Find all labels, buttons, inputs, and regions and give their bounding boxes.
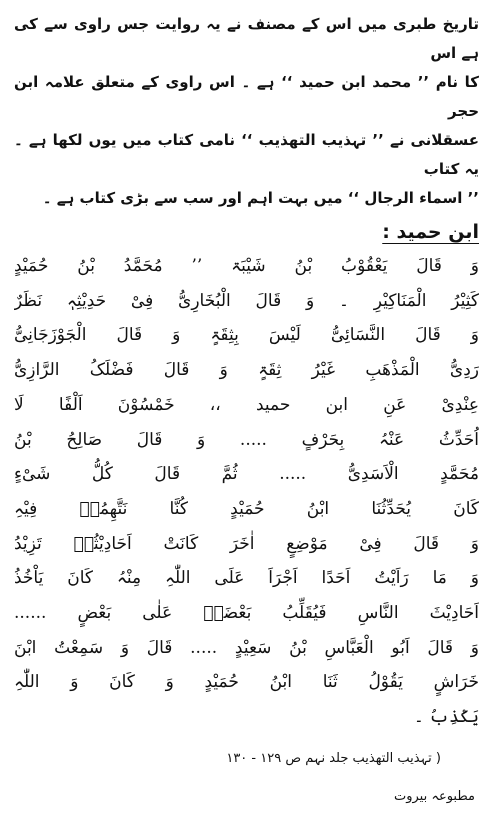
section-heading: ابن حمید : <box>382 221 479 243</box>
quote-line: عِنْدِیْ عَنِ ابن حمید ،، خَمْسُوْنَ اَلْفًا لَا <box>14 394 479 415</box>
quote-line: وَ مَا رَاَیْتُ اَحَدًا اَجْرَاَ عَلَی اللّٰہِ مِنْہُ کَانَ یَاْخُذُ <box>14 568 479 589</box>
intro-paragraph <box>14 10 479 213</box>
quote-line: وَ قَالَ النَّسَائِیُّ لَیْسَ بِثِقَۃٍ وَ قَالَ الْجَوْزَجَانِیُّ <box>14 325 479 346</box>
footer-citation <box>14 747 479 809</box>
quote-line: کَثِیْرُ الْمَنَاکِیْرِ ۔ وَ قَالَ الْبُخَارِیُّ فِیْ حَدِیْثِہٖ نَظَرٌ <box>14 290 479 311</box>
quote-line: وَ قَالَ اَبُو الْعَبَّاسِ بْنُ سَعِیْدٍ ..... قَالَ وَ سَمِعْتُ ابْنَ <box>14 637 479 658</box>
quote-line: خَرَاشٍ یَقُوْلُ ثَنَا ابْنُ حُمَیْدٍ وَ کَانَ وَ اللّٰہِ <box>14 672 479 693</box>
quote-line: وَ قَالَ یَعْقُوْبُ بْنُ شَیْبَۃ ’’ مُحَمَّدُ بْنُ حُمَیْدٍ <box>14 256 479 276</box>
quote-line: اُحَدِّثُ عَنْہُ بِحَرْفٍ ..... وَ قَالَ صَالِحُ بْنُ <box>14 429 479 450</box>
quote-line: مُحَمَّدٍ الْاَسَدِیُّ ..... ثُمَّ قَالَ کُلُّ شَیْءٍ <box>14 464 479 485</box>
intro-line: تاریخ طبری میں اس کے مصنف نے یہ روایت جس راوی سے کی ہے اس <box>14 15 479 62</box>
intro-line: ’’ اسماء الرجال ‘‘ میں بہت اہم اور سب سے بڑی کتاب ہے ۔ <box>42 189 479 207</box>
quote-line: اَحَادِیْثَ النَّاسِ فَیُقَلِّبُ بَعْضَہٗ عَلٰی بَعْضٍ ...... <box>14 603 479 624</box>
arabic-quotation <box>14 249 479 735</box>
publisher-note: مطبوعہ بیروت <box>393 788 475 804</box>
quote-line: رَدِیُّ الْمَذْھَبِ غَیْرُ ثِقَۃٍ وَ قَالَ فَضْلَکُ الرَّازِیُّ <box>14 360 479 381</box>
quote-line: کَانَ یُحَدِّثُنَا ابْنُ حُمَیْدٍ کُنَّا نَتَّھِمُہٗ فِیْہِ <box>14 498 479 519</box>
quote-line: یَکْذِبُ ۔ <box>413 707 479 728</box>
quote-line: وَ قَالَ فِیْ مَوْضِعٍ اٰخَرَ کَانَتْ اَحَادِیْثُہٗ تَزِیْدُ <box>14 533 479 554</box>
intro-line: عسقلانی نے ’’ تہذیب التھذیب ‘‘ نامی کتاب میں یوں لکھا ہے ۔ یہ کتاب <box>14 131 479 178</box>
intro-line: کا نام ’’ محمد ابن حمید ‘‘ ہے ۔ اس راوی کے متعلق علامہ ابن حجر <box>14 73 479 120</box>
book-reference: ( تہذیب التھذیب جلد نہم ص ۱۲۹ - ۱۳۰ <box>226 750 441 766</box>
